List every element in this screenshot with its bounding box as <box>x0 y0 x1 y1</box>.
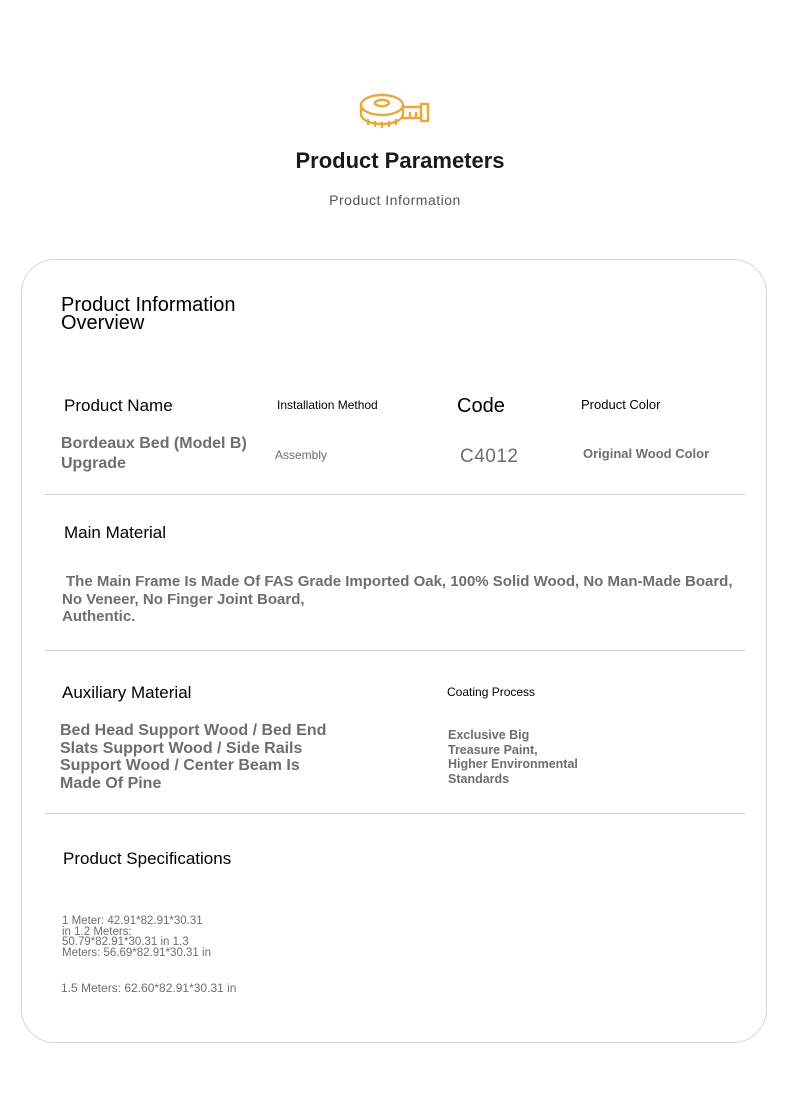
product-specifications-label: Product Specifications <box>63 849 232 868</box>
coating-process-value: Exclusive Big Treasure Paint, Higher Environmental Standards <box>448 728 578 786</box>
code-value: C4012 <box>460 446 519 467</box>
auxiliary-material-label: Auxiliary Material <box>62 683 192 702</box>
product-specifications-value-extra: 1.5 Meters: 62.60*82.91*30.31 in <box>61 981 237 995</box>
installation-method-label: Installation Method <box>277 398 378 412</box>
product-name-label: Product Name <box>64 396 173 415</box>
divider <box>45 650 745 651</box>
auxiliary-material-value: Bed Head Support Wood / Bed End Slats Support Wood / Side Rails Support Wood / Center Beam Is Made Of Pine <box>60 722 327 792</box>
overview-heading: Product Information Overview <box>61 294 236 334</box>
divider <box>45 813 745 814</box>
main-material-value: The Main Frame Is Made Of FAS Grade Imported Oak, 100% Solid Wood, No Man-Made Board, No Veneer, No Finger Joint Board, Authentic. <box>62 573 733 625</box>
measuring-tape-icon <box>358 92 432 132</box>
page-subtitle: Product Information <box>329 192 461 208</box>
product-color-label: Product Color <box>581 397 661 412</box>
product-color-value: Original Wood Color <box>583 446 710 461</box>
code-label: Code <box>457 395 505 417</box>
product-specifications-value: 1 Meter: 42.91*82.91*30.31 in 1.2 Meters: 50.79*82.91*30.31 in 1.3 Meters: 56.69*82.91*30.31 in <box>62 915 211 959</box>
coating-process-label: Coating Process <box>447 685 536 699</box>
page-title: Product Parameters <box>295 148 505 173</box>
main-material-label: Main Material <box>64 523 167 542</box>
installation-method-value: Assembly <box>275 448 328 462</box>
divider <box>45 494 745 495</box>
product-name-value: Bordeaux Bed (Model B) Upgrade <box>61 435 247 472</box>
